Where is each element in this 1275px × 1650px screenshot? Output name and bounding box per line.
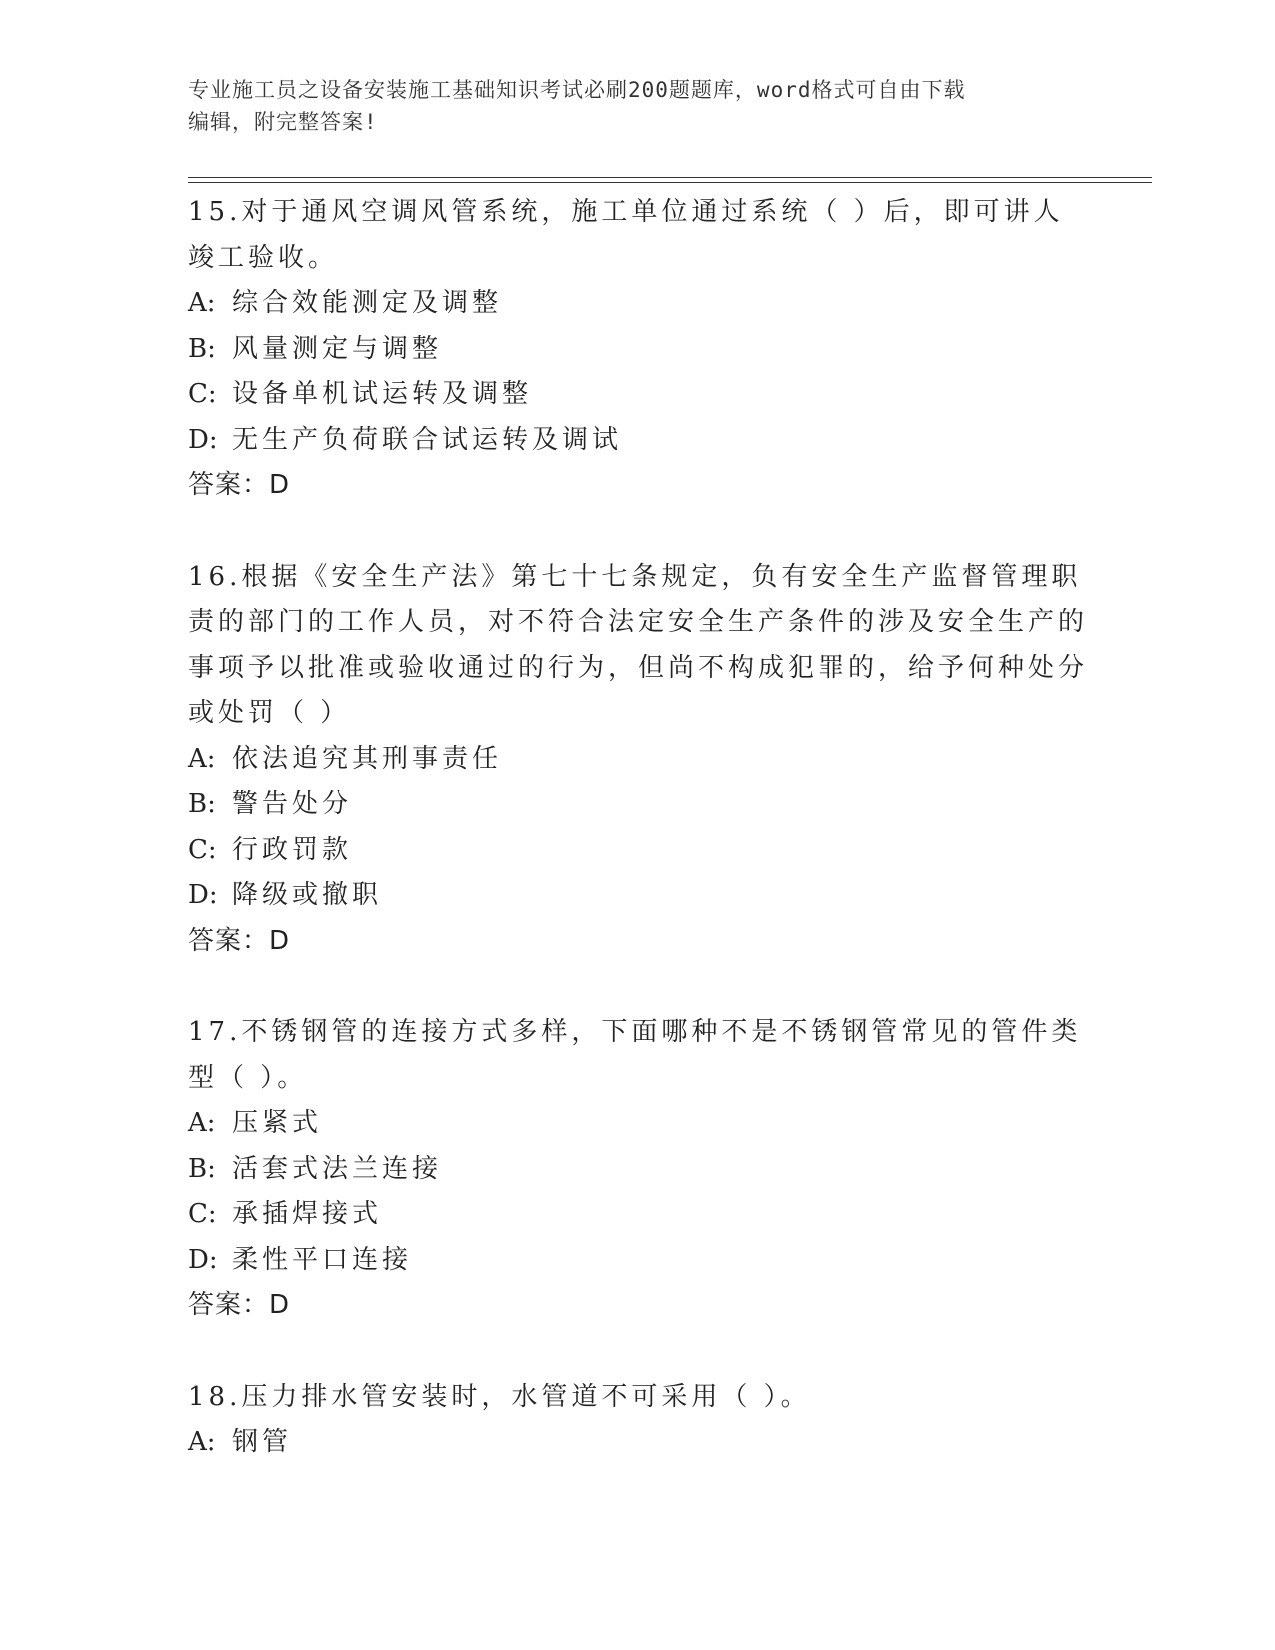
header-divider-top: [188, 177, 1152, 178]
question-17: [188, 1010, 1088, 1329]
option-letter: B:: [188, 1153, 216, 1184]
option-letter: A:: [188, 288, 216, 318]
option-text: 承插焊接式: [232, 1199, 383, 1229]
answer-value: D: [269, 925, 291, 956]
question-text: [188, 555, 1088, 737]
question-18: [188, 1375, 1088, 1466]
question-stem: 对于通风空调风管系统，施工单位通过系统（ ）后，即可讲人竣工验收。: [188, 197, 1064, 273]
question-text: [188, 1375, 1088, 1421]
option-letter: C:: [188, 379, 217, 409]
option-text: 无生产负荷联合试运转及调试: [232, 424, 623, 455]
option-letter: D:: [188, 880, 218, 910]
option-a: [188, 737, 1088, 783]
answer-value: D: [269, 470, 291, 500]
answer-value: D: [269, 1290, 291, 1320]
question-number: 15.: [188, 197, 242, 227]
option-text: 风量测定与调整: [232, 333, 443, 364]
option-d: [188, 1238, 1088, 1284]
option-a: [188, 1420, 1088, 1466]
option-letter: A:: [188, 1108, 216, 1138]
option-letter: C:: [188, 834, 217, 865]
option-letter: A:: [188, 743, 216, 774]
question-number: 17.: [188, 1017, 242, 1047]
option-letter: A:: [188, 1427, 216, 1457]
option-text: 钢管: [232, 1427, 293, 1457]
question-number: 16.: [188, 561, 242, 592]
option-text: 压紧式: [232, 1108, 323, 1138]
option-text: 降级或撤职: [232, 880, 383, 910]
option-b: [188, 1147, 1088, 1193]
option-text: 柔性平口连接: [232, 1244, 413, 1275]
option-text: 综合效能测定及调整: [232, 288, 503, 318]
option-letter: D:: [188, 424, 218, 455]
option-text: 行政罚款: [232, 834, 353, 865]
answer-label: 答案：: [188, 1290, 270, 1320]
answer-line: [188, 463, 1088, 509]
option-letter: B:: [188, 789, 216, 819]
question-16: [188, 555, 1088, 965]
question-text: [188, 190, 1088, 281]
question-list: [188, 190, 1088, 1466]
option-d: [188, 418, 1088, 464]
option-letter: C:: [188, 1199, 217, 1229]
option-text: 依法追究其刑事责任: [232, 743, 503, 774]
option-b: [188, 782, 1088, 828]
option-c: [188, 372, 1088, 418]
question-15: [188, 190, 1088, 509]
question-stem: 压力排水管安装时，水管道不可采用（ ）。: [241, 1381, 811, 1412]
option-letter: D:: [188, 1244, 218, 1275]
option-text: 活套式法兰连接: [232, 1153, 443, 1184]
option-text: 警告处分: [232, 789, 353, 819]
option-a: [188, 1101, 1088, 1147]
question-text: [188, 1010, 1088, 1101]
document-header: [188, 74, 1088, 138]
option-c: [188, 1192, 1088, 1238]
answer-label: 答案：: [188, 925, 270, 956]
header-title-line-1: 专业施工员之设备安装施工基础知识考试必刷200题题库，word格式可自由下载: [188, 78, 966, 102]
option-d: [188, 873, 1088, 919]
option-letter: B:: [188, 333, 216, 364]
option-c: [188, 828, 1088, 874]
question-stem: 不锈钢管的连接方式多样，下面哪种不是不锈钢管常见的管件类型（ ）。: [188, 1017, 1082, 1093]
option-a: [188, 281, 1088, 327]
header-divider-bottom: [188, 182, 1152, 183]
option-b: [188, 327, 1088, 373]
header-title-line-2: 编辑，附完整答案!: [188, 110, 378, 134]
answer-line: [188, 919, 1088, 965]
question-number: 18.: [188, 1381, 242, 1412]
answer-label: 答案：: [188, 470, 270, 500]
option-text: 设备单机试运转及调整: [232, 379, 533, 409]
question-stem: 根据《安全生产法》第七十七条规定，负有安全生产监督管理职责的部门的工作人员，对不符合法定安全生产条件的涉及安全生产的事项予以批准或验收通过的行为，但尚不构成犯罪的，给予何种处分或处罚（ ）: [188, 561, 1089, 728]
answer-line: [188, 1283, 1088, 1329]
